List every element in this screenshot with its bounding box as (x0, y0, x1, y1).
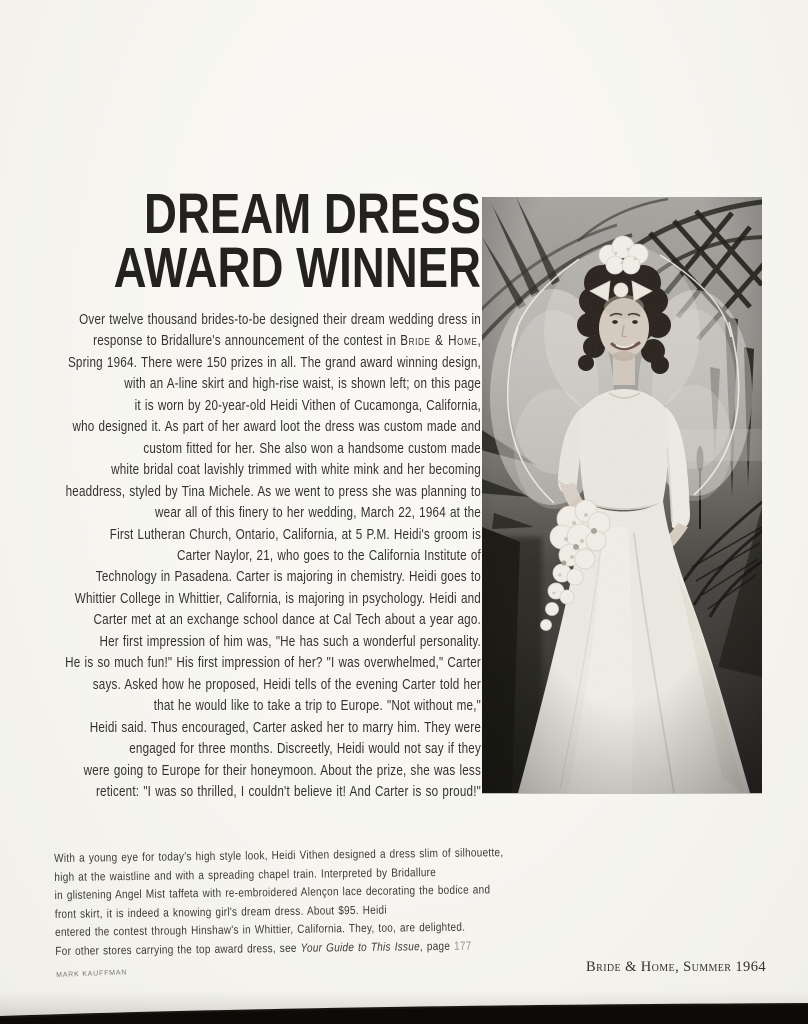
article-line: that he would like to take a trip to Europe. "Not without me," (153, 698, 481, 715)
caption-line: For other stores carrying the top award dress, see Your Guide to This Issue, page 177 (55, 938, 472, 958)
article-line: headdress, styled by Tina Michele. As we went to press she was planning to (65, 483, 481, 500)
caption-line: in glistening Angel Mist taffeta with re-embroidered Alençon lace decorating the bodice and (54, 882, 491, 903)
article-line: wear all of this finery to her wedding, March 22, 1964 at the (155, 505, 482, 522)
article-line: custom fitted for her. She also won a handsome custom made (143, 440, 481, 457)
page-number-reference: 177 (453, 938, 472, 953)
headline-line-2: AWARD WINNER (113, 236, 482, 300)
article-line: white bridal coat lavishly trimmed with white mink and her becoming (111, 462, 482, 479)
article-line: it is worn by 20-year-old Heidi Vithen of Cucamonga, California, (134, 397, 481, 414)
article-line: response to Bridallure's announcement of the contest in Bride & Home, (93, 333, 481, 350)
bride-photo (482, 197, 762, 794)
article-line: Whittier College in Whittier, California, is majoring in psychology. Heidi and (74, 590, 481, 607)
article-line: Spring 1964. There were 150 prizes in all. The grand award winning design, (67, 354, 482, 371)
caption-line: With a young eye for today's high style look, Heidi Vithen designed a dress slim of silhouette, (54, 845, 504, 865)
photographer-credit: MARK KAUFFMAN (56, 969, 128, 979)
article-line: First Lutheran Church, Ontario, California, at 5 P.M. Heidi's groom is (109, 526, 482, 543)
brand-name: Bride & Home (400, 333, 478, 350)
bride-photo-illustration (482, 197, 762, 793)
caption-line: high at the waistline and with a spreading chapel train. Interpreted by Bridallure (54, 864, 437, 884)
photo-caption (54, 842, 599, 960)
caption-line: front skirt, it is indeed a knowing girl's dream dress. About $95. Heidi (54, 902, 387, 921)
article-line: He is so much fun!" His first impression of her? "I was overwhelmed," Carter (65, 655, 481, 672)
article-line: who designed it. As part of her award loot the dress was custom made and (72, 419, 482, 436)
article-line: Heidi said. Thus encouraged, Carter asked her to marry him. They were (89, 719, 481, 736)
headline-line-1: DREAM DRESS (144, 182, 481, 246)
guide-reference: Your Guide to This Issue (300, 938, 420, 955)
article-line: Carter met at an exchange school dance at Cal Tech about a year ago. (93, 612, 481, 629)
article-line: Carter Naylor, 21, who goes to the California Institute of (177, 547, 481, 564)
article-line: Technology in Pasadena. Carter is majoring in chemistry. Heidi goes to (95, 569, 481, 586)
article-body (0, 310, 481, 803)
article-line: Over twelve thousand brides-to-be designed their dream wedding dress in (79, 312, 482, 328)
article-line: were going to Europe for their honeymoon. About the prize, she was less (83, 762, 482, 779)
headline (97, 182, 482, 300)
caption-line: entered the contest through Hinshaw's in Whittier, California. They, too, are delighted. (54, 919, 466, 940)
article-line: with an A-line skirt and high-rise waist, is shown left; on this page (124, 376, 481, 393)
article-line: says. Asked how he proposed, Heidi tells of the evening Carter told her (92, 676, 482, 693)
article-line: Her first impression of him was, "He has such a wonderful personality. (99, 633, 482, 650)
magazine-footer: Bride & Home, Summer 1964 (586, 959, 766, 975)
article-line: engaged for three months. Discreetly, Heidi would not say if they (129, 741, 481, 758)
article-line: reticent: "I was so thrilled, I couldn't believe it! And Carter is so proud!" (95, 783, 481, 800)
scan-edge-shadow (0, 990, 808, 1024)
